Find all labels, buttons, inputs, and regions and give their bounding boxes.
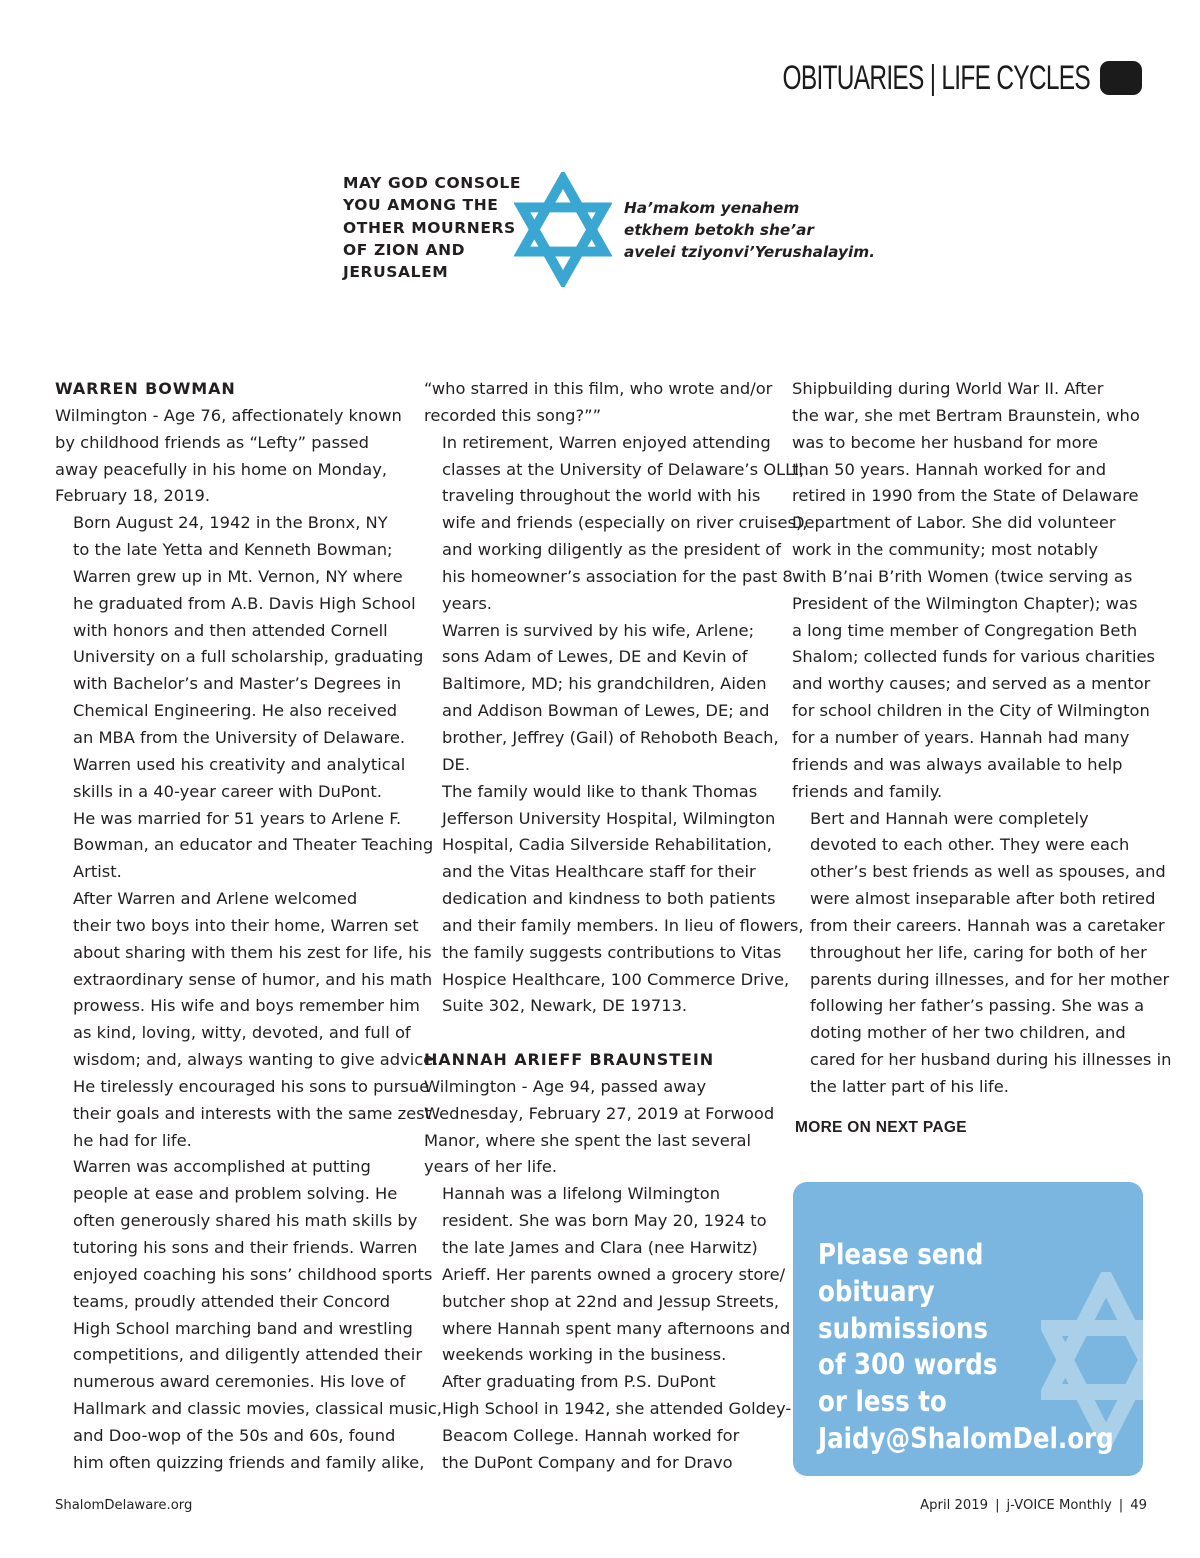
text-line: Arieff. Her parents owned a grocery store/ xyxy=(442,1264,786,1284)
text-line: Hannah was a lifelong Wilmington xyxy=(442,1184,721,1204)
obituary-paragraph xyxy=(55,510,434,886)
section-header xyxy=(663,56,1142,100)
text-line: skills in a 40-year career with DuPont. xyxy=(73,781,382,801)
footer-website: ShalomDelaware.org xyxy=(55,1498,193,1513)
text-line: friends and family. xyxy=(792,781,943,801)
text-line: about sharing with them his zest for life, his xyxy=(73,942,432,962)
text-line: and working diligently as the president of xyxy=(442,540,781,560)
text-line: Artist. xyxy=(73,862,122,882)
footer-separator: | xyxy=(1118,1498,1124,1513)
text-line: and the Vitas Healthcare staff for their xyxy=(442,862,756,882)
text-line: their goals and interests with the same zest xyxy=(73,1103,432,1123)
text-line: classes at the University of Delaware’s OLLI, xyxy=(442,459,805,479)
text-line: the late James and Clara (nee Harwitz) xyxy=(442,1238,758,1257)
text-line: he graduated from A.B. Davis High School xyxy=(73,593,416,613)
text-line: President of the Wilmington Chapter); was xyxy=(792,593,1138,613)
text-line: After graduating from P.S. DuPont xyxy=(442,1372,716,1392)
footer-date: April 2019 xyxy=(920,1498,989,1513)
text-line: Warren is survived by his wife, Arlene; xyxy=(442,620,755,640)
text-line: the latter part of his life. xyxy=(810,1076,1009,1096)
text-line: his homeowner’s association for the past 8 xyxy=(442,566,793,586)
text-line: Warren was accomplished at putting xyxy=(73,1157,371,1177)
text-line: Beacom College. Hannah worked for xyxy=(442,1425,740,1445)
text-line: High School in 1942, she attended Goldey- xyxy=(442,1399,792,1419)
section-spacer xyxy=(424,1020,779,1047)
text-line: Hallmark and classic movies, classical music, xyxy=(73,1399,442,1419)
text-line: recorded this song?”” xyxy=(424,405,602,425)
text-line: retired in 1990 from the State of Delaware xyxy=(792,486,1139,506)
text-line: with Bachelor’s and Master’s Degrees in xyxy=(73,674,402,694)
text-line: After Warren and Arlene welcomed xyxy=(73,889,358,909)
text-line: to the late Yetta and Kenneth Bowman; xyxy=(73,540,393,560)
text-line: he had for life. xyxy=(73,1130,192,1150)
obituary-paragraph xyxy=(424,779,804,1021)
text-line: sons Adam of Lewes, DE and Kevin of xyxy=(442,647,748,667)
article-column-2 xyxy=(424,376,808,1477)
text-line: with B’nai B’rith Women (twice serving as xyxy=(792,566,1133,586)
text-line: DE. xyxy=(442,754,470,774)
text-line: throughout her life, caring for both of her xyxy=(810,942,1147,962)
text-line: with honors and then attended Cornell xyxy=(73,620,388,640)
prayer-english-line: MAY GOD CONSOLE xyxy=(343,174,522,192)
submission-line: obituary xyxy=(818,1274,935,1308)
text-line: people at ease and problem solving. He xyxy=(73,1184,398,1204)
text-line: teams, proudly attended their Concord xyxy=(73,1291,391,1311)
text-line: him often quizzing friends and family alike, xyxy=(73,1452,425,1472)
text-line: dedication and kindness to both patients xyxy=(442,889,776,909)
text-line: brother, Jeffrey (Gail) of Rehoboth Beach, xyxy=(442,727,779,747)
text-line: devoted to each other. They were each xyxy=(810,835,1130,855)
prayer-english-line: JERUSALEM xyxy=(343,263,449,282)
text-line: often generously shared his math skills by xyxy=(73,1211,418,1231)
obituary-paragraph xyxy=(424,1369,792,1476)
text-line: tutoring his sons and their friends. Warren xyxy=(73,1238,418,1257)
text-line: friends and was always available to help xyxy=(792,754,1123,774)
text-line: The family would like to thank Thomas xyxy=(442,781,758,801)
text-line: Manor, where she spent the last several xyxy=(424,1130,752,1150)
star-of-david-icon xyxy=(514,172,612,287)
text-line: years of her life. xyxy=(424,1157,558,1177)
text-line: He was married for 51 years to Arlene F. xyxy=(73,808,402,828)
text-line: Bert and Hannah were completely xyxy=(810,808,1089,828)
text-line: following her father’s passing. She was a xyxy=(810,996,1145,1016)
text-line: the DuPont Company and for Dravo xyxy=(442,1452,733,1472)
text-line: Hospital, Cadia Silverside Rehabilitation, xyxy=(442,835,772,855)
section-tab-marker xyxy=(1100,61,1142,95)
text-line: numerous award ceremonies. His love of xyxy=(73,1372,406,1392)
text-line: Wilmington - Age 94, passed away xyxy=(424,1076,707,1096)
text-line: other’s best friends as well as spouses, and xyxy=(810,862,1166,882)
text-line: Shalom; collected funds for various charities xyxy=(792,647,1156,667)
text-line: an MBA from the University of Delaware. xyxy=(73,727,406,747)
text-line: traveling throughout the world with his xyxy=(442,486,761,506)
text-line: resident. She was born May 20, 1924 to xyxy=(442,1211,767,1231)
prayer-english-line: OTHER MOURNERS xyxy=(343,218,516,237)
text-line: and Addison Bowman of Lewes, DE; and xyxy=(442,701,770,721)
text-line: for a number of years. Hannah had many xyxy=(792,727,1130,747)
obituary-paragraph xyxy=(792,376,1156,806)
obituary-paragraph xyxy=(792,806,1172,1101)
section-title: OBITUARIES | LIFE CYCLES xyxy=(782,58,1090,97)
text-line: Born August 24, 1942 in the Bronx, NY xyxy=(73,513,388,533)
footer-folio xyxy=(920,1498,1147,1513)
text-line: Hospice Healthcare, 100 Commerce Drive, xyxy=(442,969,790,989)
text-line: Department of Labor. She did volunteer xyxy=(792,513,1116,533)
prayer-english xyxy=(343,172,543,283)
submission-notice-box xyxy=(793,1182,1143,1476)
text-line: away peacefully in his home on Monday, xyxy=(55,459,388,479)
submission-email: Jaidy@ShalomDel.org xyxy=(818,1421,1114,1455)
prayer-transliteration-line: avelei tziyonvi’Yerushalayim. xyxy=(624,243,876,261)
text-line: from their careers. Hannah was a caretaker xyxy=(810,915,1165,935)
text-line: University on a full scholarship, graduating xyxy=(73,647,424,667)
obituary-paragraph xyxy=(424,618,779,779)
submission-line: submissions xyxy=(818,1311,988,1345)
text-line: a long time member of Congregation Beth xyxy=(792,620,1138,640)
text-line: Jefferson University Hospital, Wilmington xyxy=(442,808,776,828)
text-line: In retirement, Warren enjoyed attending xyxy=(442,432,771,452)
text-line: WARREN BOWMAN xyxy=(55,379,236,398)
mourners-prayer xyxy=(343,172,883,292)
text-line: wife and friends (especially on river cruises), xyxy=(442,513,808,533)
prayer-transliteration xyxy=(624,197,904,263)
text-line: “who starred in this film, who wrote and/or xyxy=(424,379,773,398)
obituary-name-heading xyxy=(55,376,410,403)
article-column-3 xyxy=(792,376,1172,1101)
text-line: butcher shop at 22nd and Jessup Streets, xyxy=(442,1291,780,1311)
obituary-paragraph xyxy=(55,403,410,510)
text-line: by childhood friends as “Lefty” passed xyxy=(55,432,369,452)
text-line: the war, she met Bertram Braunstein, who xyxy=(792,405,1140,425)
text-line: their two boys into their home, Warren set xyxy=(73,915,419,935)
obituary-paragraph xyxy=(424,1074,779,1181)
prayer-transliteration-line: Ha’makom yenahem xyxy=(624,199,800,217)
text-line: Suite 302, Newark, DE 19713. xyxy=(442,996,688,1016)
text-line: February 18, 2019. xyxy=(55,486,210,506)
text-line: Bowman, an educator and Theater Teaching xyxy=(73,835,434,855)
text-line: Baltimore, MD; his grandchildren, Aiden xyxy=(442,674,767,694)
text-line: as kind, loving, witty, devoted, and full of xyxy=(73,1023,411,1043)
text-line: and their family members. In lieu of flowers, xyxy=(442,915,804,935)
text-line: years. xyxy=(442,593,492,613)
text-line: was to become her husband for more xyxy=(792,432,1098,452)
submission-line: or less to xyxy=(818,1385,947,1419)
submission-notice-text xyxy=(818,1237,1114,1458)
text-line: extraordinary sense of humor, and his math xyxy=(73,969,433,989)
text-line: and Doo-wop of the 50s and 60s, found xyxy=(73,1425,396,1445)
submission-line: of 300 words xyxy=(818,1348,998,1382)
prayer-english-line: OF ZION AND xyxy=(343,240,466,259)
text-line: Wednesday, February 27, 2019 at Forwood xyxy=(424,1103,775,1123)
text-line: Warren grew up in Mt. Vernon, NY where xyxy=(73,566,403,586)
text-line: cared for her husband during his illnesses in xyxy=(810,1050,1172,1070)
text-line: competitions, and diligently attended their xyxy=(73,1345,423,1365)
footer-separator: | xyxy=(995,1498,1000,1513)
text-line: doting mother of her two children, and xyxy=(810,1023,1126,1043)
footer-publication: j-VOICE Monthly xyxy=(1006,1498,1112,1513)
text-line: enjoyed coaching his sons’ childhood sports xyxy=(73,1264,433,1284)
text-line: were almost inseparable after both retired xyxy=(810,889,1156,909)
text-line: Wilmington - Age 76, affectionately known xyxy=(55,405,402,425)
text-line: weekends working in the business. xyxy=(442,1345,727,1365)
obituary-paragraph xyxy=(424,1181,791,1369)
text-line: Warren used his creativity and analytical xyxy=(73,754,406,774)
text-line: work in the community; most notably xyxy=(792,540,1098,560)
text-line: HANNAH ARIEFF BRAUNSTEIN xyxy=(424,1050,715,1070)
text-line: parents during illnesses, and for her mother xyxy=(810,969,1170,989)
more-on-next-page: MORE ON NEXT PAGE xyxy=(795,1119,967,1136)
obituary-paragraph xyxy=(55,886,439,1154)
text-line: prowess. His wife and boys remember him xyxy=(73,996,420,1016)
text-line: than 50 years. Hannah worked for and xyxy=(792,459,1107,479)
obituary-paragraph xyxy=(424,430,808,618)
obituary-paragraph xyxy=(424,376,779,430)
text-line: for school children in the City of Wilmington xyxy=(792,701,1150,721)
text-line: Shipbuilding during World War II. After xyxy=(792,379,1104,398)
prayer-transliteration-line: etkhem betokh she’ar xyxy=(624,221,814,239)
text-line: the family suggests contributions to Vitas xyxy=(442,942,782,962)
text-line: where Hannah spent many afternoons and xyxy=(442,1318,791,1338)
obituary-paragraph xyxy=(55,1154,442,1476)
text-line: Chemical Engineering. He also received xyxy=(73,701,398,721)
obituary-name-heading xyxy=(424,1047,779,1074)
text-line: High School marching band and wrestling xyxy=(73,1318,413,1338)
text-line: and worthy causes; and served as a mentor xyxy=(792,674,1151,694)
submission-line: Please send xyxy=(818,1238,984,1271)
footer-page-number: 49 xyxy=(1130,1498,1147,1513)
text-line: wisdom; and, always wanting to give advice. xyxy=(73,1050,439,1070)
text-line: He tirelessly encouraged his sons to pursue xyxy=(73,1076,430,1096)
article-column-1 xyxy=(55,376,442,1477)
prayer-english-line: YOU AMONG THE xyxy=(343,196,499,215)
